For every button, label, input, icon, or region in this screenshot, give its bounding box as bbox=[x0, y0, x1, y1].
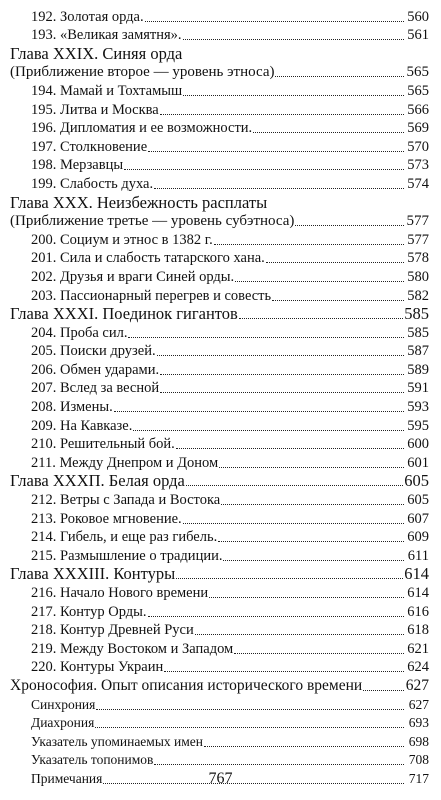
dot-leader bbox=[253, 131, 404, 133]
toc-section-entry bbox=[10, 602, 429, 621]
toc-section-entry bbox=[10, 639, 429, 658]
toc-entry-page: 569 bbox=[407, 120, 429, 137]
toc-entry-page: 618 bbox=[407, 622, 429, 639]
dot-leader bbox=[128, 336, 404, 338]
toc-entry-page: 566 bbox=[407, 101, 429, 118]
dot-leader bbox=[154, 763, 404, 765]
dot-leader bbox=[223, 559, 404, 561]
toc-entry-title: 193. «Великая замятня». bbox=[31, 27, 182, 44]
toc-entry-title: 194. Мамай и Тохтамыш bbox=[31, 82, 183, 99]
toc-entry-title: Указатель топонимов bbox=[31, 752, 154, 768]
toc-entry-title: 218. Контур Древней Руси bbox=[31, 622, 194, 639]
toc-chapter-heading bbox=[10, 212, 429, 231]
dot-leader bbox=[219, 466, 404, 468]
toc-entry-page: 616 bbox=[407, 603, 429, 620]
toc-entry-title: Примечания bbox=[31, 770, 103, 786]
toc-entry-page: 614 bbox=[404, 564, 429, 584]
toc-section-entry bbox=[10, 7, 429, 26]
dot-leader bbox=[195, 633, 404, 635]
dot-leader bbox=[160, 391, 404, 393]
toc-section-entry bbox=[10, 137, 429, 156]
toc-entry-page: 577 bbox=[407, 231, 429, 248]
toc-entry-title: Диахрония bbox=[31, 715, 95, 731]
toc-entry-page: 624 bbox=[407, 659, 429, 676]
toc-section-entry bbox=[10, 267, 429, 286]
toc-section-entry bbox=[10, 230, 429, 249]
dot-leader bbox=[204, 745, 404, 747]
toc-entry-title: Синхрония bbox=[31, 696, 96, 712]
toc-entry-page: 593 bbox=[407, 399, 429, 416]
toc-chapter-heading bbox=[10, 565, 429, 584]
toc-entry-page: 560 bbox=[407, 8, 429, 25]
toc-entry bbox=[10, 676, 429, 695]
toc-entry-title: 206. Обмен ударами. bbox=[31, 361, 160, 378]
toc-entry-title: Хронософия. Опыт описания исторического времени bbox=[10, 676, 363, 694]
toc-entry-title: 216. Начало Нового времени bbox=[31, 585, 209, 601]
toc-entry-page: 627 bbox=[405, 676, 429, 694]
toc-chapter-heading bbox=[10, 44, 429, 63]
dot-leader bbox=[114, 410, 404, 412]
toc-section-entry bbox=[10, 528, 429, 547]
dot-leader bbox=[176, 577, 403, 579]
toc-section-entry bbox=[10, 81, 429, 100]
toc-chapter-heading bbox=[10, 472, 429, 491]
toc-entry bbox=[10, 751, 429, 770]
toc-entry-title: 217. Контур Орды. bbox=[31, 603, 147, 620]
dot-leader bbox=[234, 652, 404, 654]
toc-entry bbox=[10, 714, 429, 733]
page-number: 767 bbox=[208, 770, 233, 787]
toc-section-entry bbox=[10, 416, 429, 435]
toc-entry-title: Глава XXXIII. Контуры bbox=[10, 564, 176, 584]
toc-entry-title: (Приближение второе — уровень этноса) bbox=[10, 64, 275, 81]
toc-entry-page: 591 bbox=[407, 380, 429, 397]
dot-leader bbox=[176, 447, 404, 449]
toc-entry-title: 215. Размышление о традиции. bbox=[31, 547, 223, 564]
toc-section-entry bbox=[10, 583, 429, 602]
toc-entry-page: 621 bbox=[407, 640, 429, 657]
toc-entry-title: 207. Вслед за весной bbox=[31, 380, 160, 397]
toc-entry-title: 196. Дипломатия и ее возможности. bbox=[31, 120, 253, 137]
dot-leader bbox=[154, 187, 404, 189]
toc-section-entry bbox=[10, 509, 429, 528]
toc-chapter-heading bbox=[10, 63, 429, 82]
toc-entry-page: 605 bbox=[407, 492, 429, 509]
dot-leader bbox=[218, 540, 404, 542]
toc-entry-page: 582 bbox=[407, 287, 429, 304]
toc-entry-title: 205. Поиски друзей. bbox=[31, 343, 156, 360]
dot-leader bbox=[148, 615, 404, 617]
dot-leader bbox=[363, 689, 404, 691]
toc-entry-title: 212. Ветры с Запада и Востока bbox=[31, 492, 221, 509]
toc-entry-title: 201. Сила и слабость татарского хана. bbox=[31, 250, 265, 267]
toc-entry-title: Глава XXXI. Поединок гигантов bbox=[10, 304, 238, 324]
toc-section-entry bbox=[10, 546, 429, 565]
toc-entry-page: 561 bbox=[407, 27, 429, 44]
dot-leader bbox=[209, 596, 404, 598]
toc-entry-page: 614 bbox=[407, 585, 429, 601]
toc-entry-page: 577 bbox=[406, 213, 429, 230]
toc-entry-title: 204. Проба сил. bbox=[31, 324, 128, 341]
dot-leader bbox=[214, 243, 404, 245]
toc-entry-title: 210. Решительный бой. bbox=[31, 436, 175, 453]
toc-entry-title: Глава XXXП. Белая орда bbox=[10, 471, 185, 491]
toc-entry-title: 195. Литва и Москва bbox=[31, 101, 159, 118]
toc-entry-title: 213. Роковое мгновение. bbox=[31, 510, 182, 527]
dot-leader bbox=[96, 708, 404, 710]
toc-section-entry bbox=[10, 621, 429, 640]
toc-entry-page: 717 bbox=[408, 770, 429, 786]
toc-entry-page: 605 bbox=[404, 471, 429, 491]
dot-leader bbox=[133, 429, 404, 431]
toc-section-entry bbox=[10, 360, 429, 379]
dot-leader bbox=[221, 503, 404, 505]
toc-section-entry bbox=[10, 156, 429, 175]
toc-entry-page: 601 bbox=[407, 454, 429, 471]
toc-section-entry bbox=[10, 490, 429, 509]
toc-entry-page: 585 bbox=[404, 304, 429, 324]
toc-entry-page: 698 bbox=[408, 733, 429, 749]
toc-entry-page: 565 bbox=[406, 64, 429, 81]
dot-leader bbox=[164, 670, 404, 672]
toc-section-entry bbox=[10, 342, 429, 361]
toc-entry bbox=[10, 732, 429, 751]
dot-leader bbox=[145, 20, 404, 22]
toc-entry-title: 203. Пассионарный перегрев и совесть bbox=[31, 287, 272, 304]
dot-leader bbox=[186, 484, 403, 486]
toc-section-entry bbox=[10, 397, 429, 416]
dot-leader bbox=[148, 150, 404, 152]
toc-section-entry bbox=[10, 435, 429, 454]
toc-entry-page: 570 bbox=[407, 138, 429, 155]
toc-section-entry bbox=[10, 249, 429, 268]
toc-entry-page: 587 bbox=[407, 343, 429, 360]
dot-leader bbox=[235, 280, 404, 282]
toc-entry-title: 208. Измены. bbox=[31, 399, 113, 416]
table-of-contents bbox=[10, 7, 429, 788]
toc-entry-title: 197. Столкновение bbox=[31, 138, 148, 155]
toc-entry-page: 574 bbox=[407, 175, 429, 192]
toc-entry bbox=[10, 695, 429, 714]
toc-chapter-heading bbox=[10, 193, 429, 212]
toc-entry-page: 708 bbox=[408, 752, 429, 768]
dot-leader bbox=[266, 261, 404, 263]
toc-section-entry bbox=[10, 286, 429, 305]
toc-entry-title: 209. На Кавказе. bbox=[31, 417, 133, 434]
dot-leader bbox=[183, 94, 404, 96]
toc-entry-title: Глава XXX. Неизбежность расплаты bbox=[10, 192, 268, 212]
toc-section-entry bbox=[10, 453, 429, 472]
toc-section-entry bbox=[10, 658, 429, 677]
toc-entry-title: 220. Контуры Украин bbox=[31, 659, 164, 676]
toc-entry-title: 198. Мерзавцы bbox=[31, 157, 124, 174]
toc-entry-title: 199. Слабость духа. bbox=[31, 175, 154, 192]
toc-entry-page: 693 bbox=[408, 715, 429, 731]
toc-section-entry bbox=[10, 379, 429, 398]
toc-entry-page: 578 bbox=[407, 250, 429, 267]
dot-leader bbox=[183, 38, 404, 40]
toc-section-entry bbox=[10, 26, 429, 45]
dot-leader bbox=[160, 113, 404, 115]
toc-entry-title: Указатель упоминаемых имен bbox=[31, 733, 204, 749]
toc-entry-page: 565 bbox=[407, 82, 429, 99]
dot-leader bbox=[275, 75, 404, 77]
toc-entry-page: 573 bbox=[407, 157, 429, 174]
toc-section-entry bbox=[10, 323, 429, 342]
toc-entry-title: Глава XXIX. Синяя орда bbox=[10, 43, 183, 63]
dot-leader bbox=[183, 522, 404, 524]
toc-entry-page: 589 bbox=[407, 361, 429, 378]
dot-leader bbox=[272, 299, 404, 301]
toc-entry-page: 595 bbox=[407, 417, 429, 434]
toc-entry-page: 600 bbox=[407, 436, 429, 453]
dot-leader bbox=[95, 726, 404, 728]
toc-entry-page: 580 bbox=[407, 268, 429, 285]
dot-leader bbox=[239, 317, 403, 319]
toc-entry-title: 202. Друзья и враги Синей орды. bbox=[31, 268, 235, 285]
toc-entry-page: 611 bbox=[407, 547, 429, 564]
toc-entry-title: 192. Золотая орда. bbox=[31, 8, 144, 25]
toc-entry-page: 585 bbox=[407, 324, 429, 341]
toc-entry-title: (Приближение третье — уровень субэтноса) bbox=[10, 213, 295, 230]
toc-entry-page: 607 bbox=[407, 510, 429, 527]
toc-section-entry bbox=[10, 119, 429, 138]
dot-leader bbox=[157, 354, 404, 356]
toc-entry-title: 219. Между Востоком и Западом bbox=[31, 640, 234, 657]
toc-section-entry bbox=[10, 100, 429, 119]
toc-entry-title: 200. Социум и этнос в 1382 г. bbox=[31, 231, 213, 248]
toc-entry-title: 211. Между Днепром и Доном bbox=[31, 454, 219, 471]
toc-entry-page: 627 bbox=[408, 696, 429, 712]
dot-leader bbox=[124, 168, 404, 170]
toc-entry-title: 214. Гибель, и еще раз гибель. bbox=[31, 529, 218, 546]
toc-entry-page: 609 bbox=[407, 529, 429, 546]
dot-leader bbox=[160, 373, 404, 375]
dot-leader bbox=[295, 224, 404, 226]
toc-section-entry bbox=[10, 174, 429, 193]
toc-chapter-heading bbox=[10, 305, 429, 324]
